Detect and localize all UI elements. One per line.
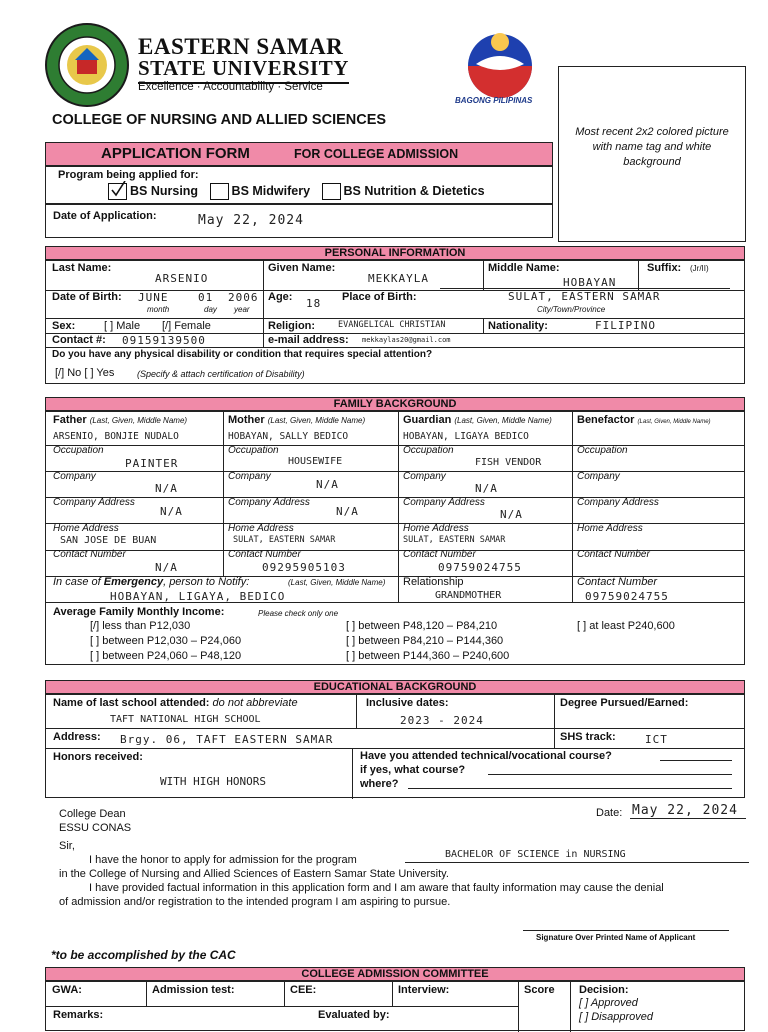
age-value[interactable]: 18 xyxy=(306,297,322,310)
guardian-contact-label: Contact Number xyxy=(403,549,476,560)
guardian-occupation-label: Occupation xyxy=(403,445,454,456)
email-value[interactable]: mekkaylas20@gmail.com xyxy=(362,336,451,344)
mother-home-address-label: Home Address xyxy=(228,523,294,534)
emergency-contact[interactable]: 09759024755 xyxy=(585,590,669,603)
benefactor-occupation-label: Occupation xyxy=(577,445,628,456)
income-label: Average Family Monthly Income: xyxy=(53,606,225,618)
benefactor-company-address-label: Company Address xyxy=(577,497,659,508)
letter-date-value[interactable]: May 22, 2024 xyxy=(632,803,738,818)
program-option-nutrition[interactable]: BS Nutrition & Dietetics xyxy=(322,184,485,198)
income-option[interactable]: [ ] at least P240,600 xyxy=(577,620,675,632)
last-name-label: Last Name: xyxy=(52,262,112,274)
program-options xyxy=(108,183,485,200)
date-of-application-box xyxy=(45,204,553,238)
program-option-midwifery[interactable]: BS Midwifery xyxy=(210,184,311,198)
photo-box xyxy=(558,66,746,242)
dob-label: Date of Birth: xyxy=(52,291,122,303)
form-subtitle: FOR COLLEGE ADMISSION xyxy=(294,147,459,161)
relationship-value[interactable]: GRANDMOTHER xyxy=(435,590,502,601)
mother-company-address[interactable]: N/A xyxy=(336,505,359,518)
remarks-label: Remarks: xyxy=(53,1009,104,1021)
suffix-note: (Jr/II) xyxy=(690,264,709,273)
benefactor-home-address-label: Home Address xyxy=(577,523,643,534)
photo-note: Most recent 2x2 colored picture with name tag and white background xyxy=(575,126,729,168)
contact-value[interactable]: 09159139500 xyxy=(122,334,206,347)
application-form-banner xyxy=(45,142,553,166)
dob-day-caption: day xyxy=(204,305,217,314)
relationship-label: Relationship xyxy=(403,576,464,588)
benefactor-header: Benefactor (Last, Given, Middle Name) xyxy=(577,414,711,426)
university-name-line1: EASTERN SAMAR xyxy=(138,34,344,59)
mother-company-address-label: Company Address xyxy=(228,497,310,508)
checkbox-icon xyxy=(322,183,341,200)
father-name[interactable]: ARSENIO, BONJIE NUDALO xyxy=(53,431,179,442)
income-option[interactable]: [ ] between P144,360 – P240,600 xyxy=(346,650,510,662)
father-contact-label: Contact Number xyxy=(53,549,126,560)
mother-name[interactable]: HOBAYAN, SALLY BEDICO xyxy=(228,431,349,442)
benefactor-contact-label: Contact Number xyxy=(577,549,650,560)
evaluated-by-label: Evaluated by: xyxy=(318,1009,390,1021)
signature-label: Signature Over Printed Name of Applicant xyxy=(536,933,696,942)
guardian-company-address[interactable]: N/A xyxy=(500,508,523,521)
father-company[interactable]: N/A xyxy=(155,482,178,495)
honors-value[interactable]: WITH HIGH HONORS xyxy=(160,775,266,788)
letter-paragraph-1b: in the College of Nursing and Allied Sciences of Eastern Samar State University. xyxy=(59,868,449,880)
cee-label: CEE: xyxy=(290,984,317,996)
mother-occupation-label: Occupation xyxy=(228,445,279,456)
bagong-pilipinas-logo xyxy=(462,28,542,98)
guardian-home-address-label: Home Address xyxy=(403,523,469,534)
guardian-company-address-label: Company Address xyxy=(403,497,485,508)
university-name-line2: STATE UNIVERSITY xyxy=(138,56,349,84)
disability-answer[interactable]: [/] No [ ] Yes xyxy=(55,367,115,379)
sex-female-option[interactable]: [/] Female xyxy=(162,320,211,332)
given-name-value[interactable]: MEKKAYLA xyxy=(368,272,429,285)
father-company-address[interactable]: N/A xyxy=(160,505,183,518)
mother-header: Mother (Last, Given, Middle Name) xyxy=(228,414,366,426)
emergency-contact-label: Contact Number xyxy=(577,576,658,588)
score-label: Score xyxy=(524,984,555,996)
program-option-nursing[interactable]: BS Nursing xyxy=(108,184,198,198)
university-motto: Excellence · Accountability · Service xyxy=(138,81,323,93)
father-company-address-label: Company Address xyxy=(53,497,135,508)
father-header: Father (Last, Given, Middle Name) xyxy=(53,414,188,426)
cac-note: *to be accomplished by the CAC xyxy=(51,948,236,962)
father-company-label: Company xyxy=(53,471,96,482)
dob-day-value[interactable]: 01 xyxy=(198,291,214,304)
age-label: Age: xyxy=(268,291,293,303)
mother-contact-label: Contact Number xyxy=(228,549,301,560)
program-box xyxy=(45,166,553,204)
suffix-label: Suffix: xyxy=(647,262,682,274)
last-name-value[interactable]: ARSENIO xyxy=(155,272,209,285)
guardian-header: Guardian (Last, Given, Middle Name) xyxy=(403,414,552,426)
emergency-name[interactable]: HOBAYAN, LIGAYA, BEDICO xyxy=(110,590,286,603)
middle-name-label: Middle Name: xyxy=(488,262,560,274)
religion-value[interactable]: EVANGELICAL CHRISTIAN xyxy=(338,320,446,330)
religion-label: Religion: xyxy=(268,320,316,332)
guardian-name[interactable]: HOBAYAN, LIGAYA BEDICO xyxy=(403,431,529,442)
shs-track-value[interactable]: ICT xyxy=(645,733,668,746)
father-home-address[interactable]: SAN JOSE DE BUAN xyxy=(60,535,157,546)
income-option[interactable]: [ ] between P24,060 – P48,120 xyxy=(90,650,242,662)
gwa-label: GWA: xyxy=(52,984,82,996)
income-option[interactable]: [ ] between P48,120 – P84,210 xyxy=(346,620,498,632)
mother-company-label: Company xyxy=(228,471,271,482)
form-title: APPLICATION FORM xyxy=(101,145,250,162)
mother-company[interactable]: N/A xyxy=(316,478,339,491)
guardian-company-label: Company xyxy=(403,471,446,482)
college-name: COLLEGE OF NURSING AND ALLIED SCIENCES xyxy=(52,112,387,128)
income-option[interactable]: [ ] between P84,210 – P144,360 xyxy=(346,635,504,647)
techvoc-question: Have you attended technical/vocational course? xyxy=(360,750,612,762)
education-header: EDUCATIONAL BACKGROUND xyxy=(45,680,745,694)
school-label: Name of last school attended: do not abbreviate xyxy=(53,697,298,709)
degree-label: Degree Pursued/Earned: xyxy=(560,697,689,709)
techvoc-where-label: where? xyxy=(360,778,399,790)
benefactor-company-label: Company xyxy=(577,471,620,482)
nationality-label: Nationality: xyxy=(488,320,548,332)
letter-date-label: Date: xyxy=(596,807,623,819)
bagong-pilipinas-text: BAGONG PILIPINAS xyxy=(455,96,533,105)
letter-recipient-2: ESSU CONAS xyxy=(59,822,132,834)
personal-info-header: PERSONAL INFORMATION xyxy=(45,246,745,260)
date-of-application-label: Date of Application: xyxy=(53,210,157,222)
income-option[interactable]: [/] less than P12,030 xyxy=(90,620,191,632)
contact-label: Contact #: xyxy=(52,334,106,346)
dob-year-value[interactable]: 2006 xyxy=(228,291,259,304)
dob-year-caption: year xyxy=(234,305,250,314)
decision-disapproved[interactable]: [ ] Disapproved xyxy=(579,1011,653,1023)
inclusive-dates-value[interactable]: 2023 - 2024 xyxy=(400,714,484,727)
guardian-home-address[interactable]: SULAT, EASTERN SAMAR xyxy=(403,535,506,545)
email-label: e-mail address: xyxy=(268,334,349,346)
sex-label: Sex: xyxy=(52,320,76,332)
disability-note: (Specify & attach certification of Disability) xyxy=(137,369,305,379)
checkbox-checked-icon xyxy=(108,183,127,200)
place-of-birth-caption: City/Town/Province xyxy=(537,305,606,314)
dob-month-value[interactable]: JUNE xyxy=(138,291,169,304)
family-header: FAMILY BACKGROUND xyxy=(45,397,745,411)
guardian-occupation[interactable]: FISH VENDOR xyxy=(475,457,542,468)
place-of-birth-value[interactable]: SULAT, EASTERN SAMAR xyxy=(508,290,661,303)
place-of-birth-label: Place of Birth: xyxy=(342,291,417,303)
cac-header: COLLEGE ADMISSION COMMITTEE xyxy=(45,967,745,981)
disability-question: Do you have any physical disability or condition that requires special attention? xyxy=(52,349,433,360)
school-value[interactable]: TAFT NATIONAL HIGH SCHOOL xyxy=(110,714,261,725)
letter-paragraph-2a: I have provided factual information in this application form and I am aware that faulty information may cause the denial xyxy=(89,882,664,894)
letter-program-value[interactable]: BACHELOR OF SCIENCE in NURSING xyxy=(445,849,626,860)
mother-home-address[interactable]: SULAT, EASTERN SAMAR xyxy=(233,535,336,545)
university-seal xyxy=(44,22,130,108)
date-of-application-value[interactable]: May 22, 2024 xyxy=(198,213,304,228)
interview-label: Interview: xyxy=(398,984,450,996)
guardian-company[interactable]: N/A xyxy=(475,482,498,495)
inclusive-dates-label: Inclusive dates: xyxy=(366,697,449,709)
decision-approved[interactable]: [ ] Approved xyxy=(579,997,638,1009)
mother-occupation[interactable]: HOUSEWIFE xyxy=(288,456,343,467)
admission-test-label: Admission test: xyxy=(152,984,235,996)
middle-name-value[interactable]: HOBAYAN xyxy=(563,276,617,289)
letter-paragraph-2b: of admission and/or registration to the intended program I am aspiring to pursue. xyxy=(59,896,451,908)
emergency-label: In case of Emergency, person to Notify: xyxy=(53,576,250,588)
dob-month-caption: month xyxy=(147,305,170,314)
address-value[interactable]: Brgy. 06, TAFT EASTERN SAMAR xyxy=(120,733,334,746)
techvoc-course-label: if yes, what course? xyxy=(360,764,466,776)
shs-track-label: SHS track: xyxy=(560,731,616,743)
income-note: Please check only one xyxy=(258,609,339,618)
guardian-contact[interactable]: 09759024755 xyxy=(438,561,522,574)
letter-paragraph-1a: I have the honor to apply for admission for the program xyxy=(89,854,357,866)
income-option[interactable]: [ ] between P12,030 – P24,060 xyxy=(90,635,242,647)
address-label: Address: xyxy=(53,731,101,743)
program-label: Program being applied for: xyxy=(58,169,199,181)
father-occupation-label: Occupation xyxy=(53,445,104,456)
checkbox-icon xyxy=(210,183,229,200)
father-home-address-label: Home Address xyxy=(53,523,119,534)
sex-male-option[interactable]: [ ] Male xyxy=(104,320,141,332)
letter-salutation: Sir, xyxy=(59,840,75,852)
letter-recipient-1: College Dean xyxy=(59,808,126,820)
honors-label: Honors received: xyxy=(53,751,143,763)
emergency-name-note: (Last, Given, Middle Name) xyxy=(288,578,386,587)
nationality-value[interactable]: FILIPINO xyxy=(595,319,656,332)
father-occupation[interactable]: PAINTER xyxy=(125,457,179,470)
given-name-label: Given Name: xyxy=(268,262,336,274)
decision-label: Decision: xyxy=(579,984,629,996)
mother-contact[interactable]: 09295905103 xyxy=(262,561,346,574)
father-contact[interactable]: N/A xyxy=(155,561,178,574)
